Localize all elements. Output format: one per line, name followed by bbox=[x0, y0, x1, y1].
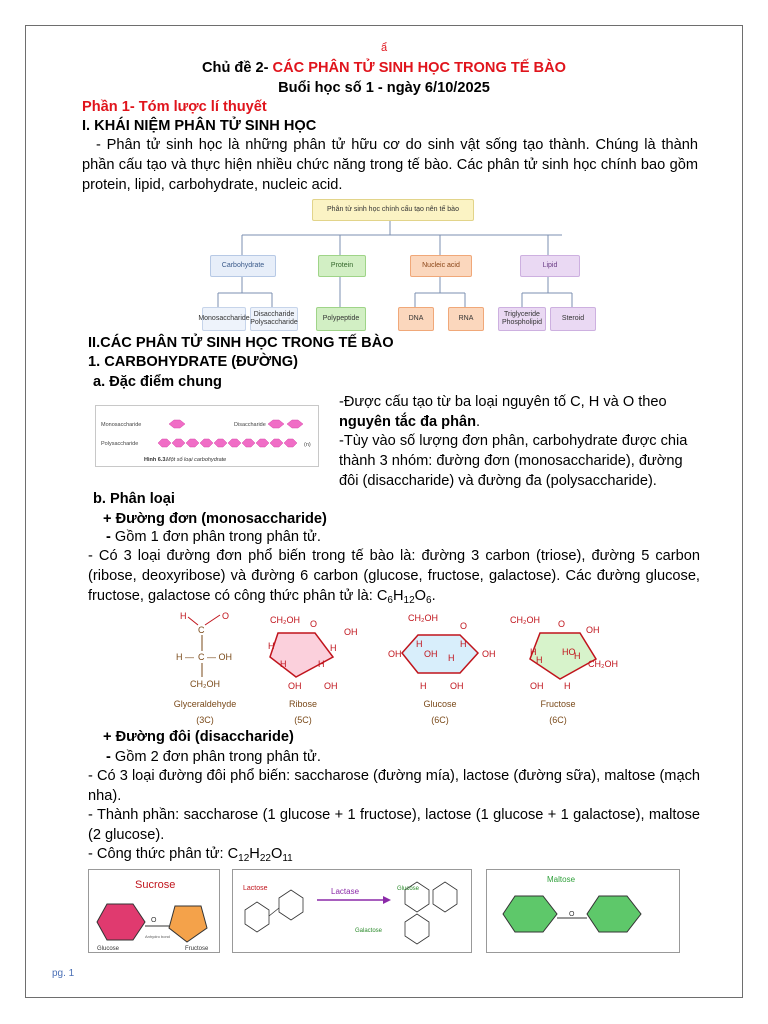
tree-carbohydrate: Carbohydrate bbox=[210, 255, 276, 277]
maltose-ring-2 bbox=[587, 896, 641, 932]
svg-text:O: O bbox=[151, 917, 157, 924]
svg-text:CH₂OH: CH₂OH bbox=[588, 659, 618, 669]
a-text-1 bbox=[339, 392, 701, 432]
sub-b-heading: b. Phân loại bbox=[93, 491, 175, 507]
a-text-1-bold: nguyên tắc đa phân bbox=[339, 414, 477, 430]
mono-line-2-text: - Có 3 loại đường đơn phổ biến trong tế bào là: đường 3 carbon (triose), đường 5 carbon (ribose, deoxyribose) và đường 6 carbon (glucose, fructose, galactose). Các đường glucose, fructose, galactose có công thức phân tử là: C bbox=[88, 548, 700, 604]
di-line-4-text: - Công thức phân tử: C bbox=[88, 846, 239, 862]
svg-text:H: H bbox=[448, 653, 455, 663]
svg-text:H: H bbox=[416, 639, 423, 649]
svg-text:OH: OH bbox=[288, 681, 302, 691]
svg-text:O: O bbox=[460, 621, 468, 631]
mono-f6: . bbox=[431, 588, 436, 604]
svg-text:H: H bbox=[536, 655, 543, 665]
section2-heading: II.CÁC PHÂN TỬ SINH HỌC TRONG TẾ BÀO bbox=[88, 335, 394, 351]
fig-mono-label: Monosaccharide bbox=[101, 422, 142, 428]
maltose-ring-1 bbox=[503, 896, 557, 932]
di-heading: + Đường đôi (disaccharide) bbox=[103, 729, 294, 745]
monosaccharide-structures bbox=[160, 605, 620, 730]
mono-f2: H bbox=[392, 588, 404, 604]
sugar-carbon-2: (6C) bbox=[431, 715, 449, 725]
svg-text:H: H bbox=[530, 647, 537, 657]
svg-text:H: H bbox=[180, 611, 187, 621]
sucrose-fructose-ring bbox=[169, 906, 207, 942]
title-main: CÁC PHÂN TỬ SINH HỌC TRONG TẾ BÀO bbox=[272, 60, 566, 76]
sugar-carbon-0: (3C) bbox=[196, 715, 214, 725]
svg-text:H: H bbox=[574, 651, 581, 661]
lactose-glucose: Glucose bbox=[397, 886, 420, 892]
polysaccharide-hexagon bbox=[214, 439, 227, 447]
di-f4: O bbox=[270, 846, 283, 862]
tree-steroid: Steroid bbox=[550, 307, 596, 331]
tree-lipid: Lipid bbox=[520, 255, 580, 277]
polysaccharide-hexagon bbox=[200, 439, 213, 447]
svg-text:OH: OH bbox=[324, 681, 338, 691]
tree-rna: RNA bbox=[448, 307, 484, 331]
sugar-carbon-1: (5C) bbox=[294, 715, 312, 725]
polysaccharide-hexagon bbox=[228, 439, 241, 447]
svg-text:C — OH: C — OH bbox=[198, 652, 233, 662]
lactase-label: Lactase bbox=[331, 887, 360, 896]
sugar-name-1: Ribose bbox=[288, 699, 318, 709]
svg-text:OH: OH bbox=[530, 681, 544, 691]
fig-caption-bold: Hình 6.3. bbox=[144, 457, 167, 463]
svg-text:H: H bbox=[460, 639, 467, 649]
mono-line-1 bbox=[106, 527, 321, 547]
di-line-4 bbox=[88, 844, 293, 864]
part1-heading: Phần 1- Tóm lược lí thuyết bbox=[82, 99, 267, 115]
tree-triglyceride: Triglyceride Phospholipid bbox=[498, 307, 546, 331]
mono-heading: + Đường đơn (monosaccharide) bbox=[103, 511, 327, 527]
a-text-1-plain: -Được cấu tạo từ ba loại nguyên tố C, H và O theo bbox=[339, 394, 667, 410]
mono-f4: O bbox=[414, 588, 427, 604]
svg-text:C: C bbox=[198, 625, 205, 635]
mono-line-2 bbox=[88, 546, 700, 606]
a-text-1-end: . bbox=[476, 414, 481, 430]
page-title bbox=[0, 58, 768, 78]
di-sub-1: 12 bbox=[238, 853, 250, 864]
section1-heading: I. KHÁI NIỆM PHÂN TỬ SINH HỌC bbox=[82, 118, 317, 134]
svg-text:CH₂OH: CH₂OH bbox=[510, 615, 540, 625]
svg-text:H —: H — bbox=[176, 652, 194, 662]
di-line-2: - Có 3 loại đường đôi phổ biến: saccharose (đường mía), lactose (đường sữa), maltose (mạch nha). bbox=[88, 768, 700, 804]
svg-text:H: H bbox=[330, 643, 337, 653]
tree-protein: Protein bbox=[318, 255, 366, 277]
sugar-name-3: Fructose bbox=[540, 699, 576, 709]
svg-text:OH: OH bbox=[424, 649, 438, 659]
svg-text:OH: OH bbox=[450, 681, 464, 691]
tree-monosaccharide: Monosaccharide bbox=[202, 307, 246, 331]
carb-heading: 1. CARBOHYDRATE (ĐƯỜNG) bbox=[88, 354, 298, 370]
page-number: pg. 1 bbox=[52, 968, 75, 979]
svg-text:HO: HO bbox=[562, 647, 576, 657]
mono-sub-3: 6 bbox=[426, 595, 432, 606]
sucrose-title: Sucrose bbox=[135, 879, 176, 891]
svg-text:H: H bbox=[268, 641, 275, 651]
glyceraldehyde-structure bbox=[176, 611, 232, 689]
sucrose-bond: Anhydro bond bbox=[145, 934, 170, 939]
glucose-structure bbox=[388, 613, 496, 691]
svg-text:H: H bbox=[420, 681, 427, 691]
polysaccharide-hexagon bbox=[284, 439, 297, 447]
fructose-structure bbox=[510, 615, 618, 691]
polysaccharide-hexagon bbox=[270, 439, 283, 447]
sugar-name-2: Glucose bbox=[423, 699, 457, 709]
hexagon-mono bbox=[169, 420, 185, 428]
tree-root: Phân tử sinh học chính cấu tạo nên tế bào bbox=[312, 199, 474, 221]
lactose-label: Lactose bbox=[243, 885, 268, 892]
sucrose-right: Fructose bbox=[185, 946, 209, 952]
header-mark: ẩ bbox=[380, 42, 388, 54]
di-dash: - bbox=[106, 749, 111, 765]
intro-paragraph: - Phân tử sinh học là những phân tử hữu cơ do sinh vật sống tạo thành. Chúng là thành phần cấu tạo và thực hiện nhiều chức năng trong tế bào. Các phân tử sinh học chính bao gồm protein, lipid, carbohydrate, nucleic acid. bbox=[82, 137, 698, 193]
fig-caption: Một số loại carbohydrate bbox=[166, 457, 227, 463]
di-sub-2: 22 bbox=[259, 853, 271, 864]
svg-text:OH: OH bbox=[388, 649, 402, 659]
svg-text:CH₂OH: CH₂OH bbox=[408, 613, 438, 623]
svg-text:CH₂OH: CH₂OH bbox=[190, 679, 220, 689]
maltose-image bbox=[486, 869, 680, 953]
di-f2: H bbox=[249, 846, 260, 862]
mono-sub-1: 6 bbox=[387, 595, 393, 606]
session-line: Buổi học số 1 - ngày 6/10/2025 bbox=[278, 80, 490, 96]
di-sub-3: 11 bbox=[282, 853, 293, 864]
figure-6-3 bbox=[95, 405, 319, 467]
ribose-structure bbox=[268, 615, 358, 691]
svg-text:OH: OH bbox=[344, 627, 358, 637]
fig-n-label: (n) bbox=[304, 442, 311, 448]
svg-text:CH₂OH: CH₂OH bbox=[270, 615, 300, 625]
svg-text:H: H bbox=[318, 659, 325, 669]
di-line-1 bbox=[106, 747, 321, 767]
tree-nucleic-acid: Nucleic acid bbox=[410, 255, 472, 277]
sub-a-heading: a. Đặc điểm chung bbox=[93, 374, 222, 390]
svg-text:H: H bbox=[280, 659, 287, 669]
lactose-image bbox=[232, 869, 472, 953]
svg-text:OH: OH bbox=[482, 649, 496, 659]
sucrose-image bbox=[88, 869, 220, 953]
lactose-galactose: Galactose bbox=[355, 928, 383, 934]
hexagon-di-2 bbox=[287, 420, 303, 428]
sugar-carbon-3: (6C) bbox=[549, 715, 567, 725]
sucrose-glucose-ring bbox=[97, 904, 145, 940]
mono-line-1-text: Gồm 1 đơn phân trong phân tử. bbox=[110, 529, 321, 545]
biomolecule-tree bbox=[200, 195, 600, 335]
tree-polypeptide: Polypeptide bbox=[316, 307, 366, 331]
svg-text:O: O bbox=[558, 619, 566, 629]
a-text-2: -Tùy vào số lượng đơn phân, carbohydrate được chia thành 3 nhóm: đường đơn (monosaccharide), đường đôi (disaccharide) và đường đa (polysaccharide). bbox=[339, 433, 688, 489]
di-line-1-text: Gồm 2 đơn phân trong phân tử. bbox=[110, 749, 321, 765]
fig-di-label: Disaccharide bbox=[234, 422, 266, 428]
maltose-title: Maltose bbox=[547, 875, 576, 884]
polysaccharide-hexagon bbox=[172, 439, 185, 447]
hexagon-di-1 bbox=[268, 420, 284, 428]
svg-text:H: H bbox=[564, 681, 571, 691]
polysaccharide-hexagon bbox=[186, 439, 199, 447]
di-line-3: - Thành phần: saccharose (1 glucose + 1 fructose), lactose (1 glucose + 1 galactose), maltose (2 glucose). bbox=[88, 807, 700, 843]
svg-text:O: O bbox=[569, 911, 575, 918]
svg-text:OH: OH bbox=[586, 625, 600, 635]
mono-sub-2: 12 bbox=[403, 595, 415, 606]
svg-text:O: O bbox=[310, 619, 318, 629]
polysaccharide-hexagon bbox=[242, 439, 255, 447]
polysaccharide-hexagon bbox=[158, 439, 171, 447]
title-prefix: Chủ đề 2- bbox=[202, 60, 273, 76]
fig-poly-label: Polysaccharide bbox=[101, 441, 139, 447]
sucrose-left: Glucose bbox=[97, 946, 120, 952]
mono-dash: - bbox=[106, 529, 111, 545]
carbohydrate-hexagons bbox=[96, 406, 318, 466]
tree-di-poly: Disaccharide Polysaccharide bbox=[250, 307, 298, 331]
svg-text:O: O bbox=[222, 611, 230, 621]
sugar-name-0: Glyceraldehyde bbox=[173, 699, 237, 709]
polysaccharide-hexagon bbox=[256, 439, 269, 447]
tree-dna: DNA bbox=[398, 307, 434, 331]
